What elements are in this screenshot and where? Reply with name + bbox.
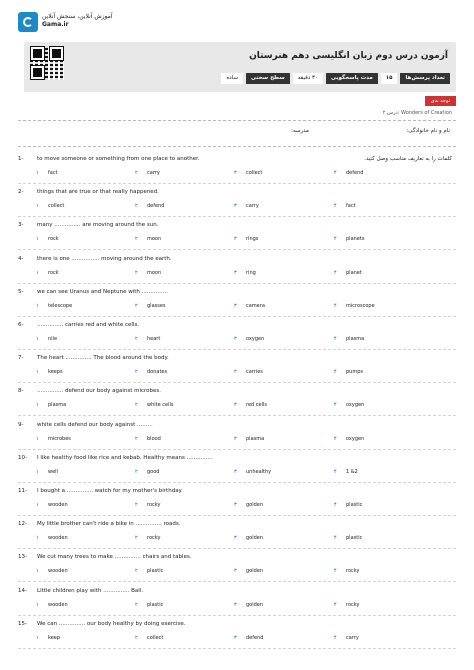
answer-option[interactable]: carries bbox=[246, 369, 263, 376]
section-tag: توجه بدی bbox=[425, 96, 456, 106]
answer-option[interactable]: nile bbox=[48, 336, 58, 342]
option-number: ۲ bbox=[135, 302, 138, 309]
answer-option[interactable]: planet bbox=[346, 269, 362, 276]
option-number: ۴ bbox=[334, 435, 337, 442]
brand-name: آموزش آنلاین، سنجش آنلاین bbox=[42, 13, 113, 20]
answer-option[interactable]: oxygen bbox=[346, 435, 365, 442]
option-number: ۴ bbox=[334, 269, 337, 276]
option-number: ۱ bbox=[36, 369, 39, 376]
instruction-text: کلمات را به تعاریف مناسب وصل کنید. bbox=[364, 156, 452, 162]
answer-option[interactable]: wooden bbox=[48, 601, 68, 608]
option-number: ۴ bbox=[334, 468, 337, 475]
student-name-label: نام و نام خانوادگی: bbox=[406, 128, 450, 134]
option-number: ۳ bbox=[234, 502, 237, 508]
option-number: ۲ bbox=[135, 435, 138, 442]
question-number: 5- bbox=[18, 288, 24, 295]
answer-option[interactable]: 1 &2 bbox=[346, 468, 358, 475]
exam-info-chip: مدت پاسخگویی bbox=[326, 73, 378, 84]
question-number: 7- bbox=[18, 355, 24, 362]
answer-option[interactable]: golden bbox=[246, 568, 264, 575]
answer-option[interactable]: red cells bbox=[246, 402, 267, 409]
exam-info-chips bbox=[221, 73, 450, 84]
question-text: I like healthy food like rice and kebab. Healthy means ............... bbox=[37, 454, 213, 461]
option-number: ۱ bbox=[36, 336, 39, 342]
answer-option[interactable]: plastic bbox=[147, 601, 164, 608]
answer-option[interactable]: plastic bbox=[346, 502, 363, 508]
question-divider bbox=[18, 283, 456, 284]
answer-option[interactable]: fact bbox=[346, 203, 356, 210]
answer-option[interactable]: wooden bbox=[48, 535, 68, 542]
question-divider bbox=[18, 515, 456, 516]
option-number: ۱ bbox=[36, 502, 39, 508]
question-text: The heart ............... The blood around the body. bbox=[37, 355, 169, 362]
question-divider bbox=[18, 349, 456, 350]
answer-option[interactable]: rocky bbox=[147, 535, 161, 542]
answer-option[interactable]: golden bbox=[246, 601, 264, 608]
option-number: ۱ bbox=[36, 435, 39, 442]
option-number: ۴ bbox=[334, 369, 337, 376]
answer-option[interactable]: keep bbox=[48, 634, 61, 641]
option-number: ۲ bbox=[135, 269, 138, 276]
exam-info-chip: ۳۰ دقیقه bbox=[293, 73, 323, 84]
answer-option[interactable]: defend bbox=[246, 634, 264, 641]
answer-option[interactable]: glasses bbox=[147, 302, 166, 309]
question-text: there is one ................ moving around the earth. bbox=[37, 255, 172, 262]
question-number: 4- bbox=[18, 255, 24, 262]
answer-option[interactable]: golden bbox=[246, 502, 264, 508]
option-number: ۳ bbox=[234, 468, 237, 475]
answer-option[interactable]: plasma bbox=[48, 402, 67, 409]
option-number: ۱ bbox=[36, 302, 39, 309]
exam-info-chip: تعداد پرسش‌ها bbox=[400, 73, 450, 84]
gama-logo-icon bbox=[18, 12, 38, 32]
answer-option[interactable]: wooden bbox=[48, 568, 68, 575]
question-text: we can see Uranus and Neptune with ............... bbox=[37, 288, 168, 295]
answer-option[interactable]: rocky bbox=[346, 568, 360, 575]
answer-option[interactable]: oxygen bbox=[346, 402, 365, 409]
answer-option[interactable]: rings bbox=[246, 236, 259, 243]
lesson-label: درس ۲: Wonders of Creation bbox=[382, 110, 452, 116]
exam-info-chip: ساده bbox=[221, 73, 243, 84]
question-text: Little children play with ............... Ball. bbox=[37, 587, 144, 594]
option-number: ۲ bbox=[135, 568, 138, 575]
question-number: 6- bbox=[18, 322, 24, 328]
answer-option[interactable]: plastic bbox=[346, 535, 363, 542]
option-number: ۱ bbox=[36, 236, 39, 243]
question-text: We can ............... our body healthy by doing exercise. bbox=[37, 620, 186, 627]
answer-option[interactable]: heart bbox=[147, 336, 161, 342]
question-text: things that are true or that really happened. bbox=[37, 189, 159, 196]
answer-option[interactable]: unhealthy bbox=[246, 468, 272, 475]
question-number: 9- bbox=[18, 421, 24, 428]
answer-option[interactable]: carry bbox=[346, 634, 359, 641]
option-number: ۲ bbox=[135, 502, 138, 508]
answer-option[interactable]: fact bbox=[48, 170, 58, 176]
question-divider bbox=[18, 482, 456, 483]
question-text: ............... carries red and white cells. bbox=[37, 322, 140, 328]
answer-option[interactable]: good bbox=[147, 468, 160, 475]
answer-option[interactable]: microbes bbox=[48, 435, 71, 442]
option-number: ۳ bbox=[234, 369, 237, 376]
answer-option[interactable]: oxygen bbox=[246, 336, 265, 342]
answer-option[interactable]: moon bbox=[147, 236, 162, 243]
option-number: ۴ bbox=[334, 502, 337, 508]
question-number: 11- bbox=[18, 488, 27, 494]
option-number: ۱ bbox=[36, 634, 39, 641]
option-number: ۱ bbox=[36, 402, 39, 409]
option-number: ۴ bbox=[334, 302, 337, 309]
question-text: to move someone or something from one place to another. bbox=[37, 156, 200, 162]
option-number: ۴ bbox=[334, 535, 337, 542]
question-divider bbox=[18, 382, 456, 383]
question-number: 2- bbox=[18, 189, 24, 196]
question-number: 14- bbox=[18, 587, 27, 594]
option-number: ۱ bbox=[36, 203, 39, 210]
answer-option[interactable]: blood bbox=[147, 435, 161, 442]
answer-option[interactable]: telescope bbox=[48, 302, 73, 309]
option-number: ۳ bbox=[234, 170, 237, 176]
question-number: 10- bbox=[18, 454, 27, 461]
page-header bbox=[18, 8, 456, 90]
option-number: ۳ bbox=[234, 269, 237, 276]
answer-option[interactable]: well bbox=[48, 468, 58, 475]
answer-option[interactable]: camera bbox=[246, 302, 265, 309]
answer-option[interactable]: rock bbox=[48, 269, 59, 276]
option-number: ۲ bbox=[135, 369, 138, 376]
option-number: ۴ bbox=[334, 634, 337, 641]
answer-option[interactable]: defend bbox=[346, 170, 364, 176]
option-number: ۳ bbox=[234, 601, 237, 608]
question-number: 13- bbox=[18, 554, 27, 561]
option-number: ۲ bbox=[135, 170, 138, 176]
option-number: ۳ bbox=[234, 402, 237, 409]
option-number: ۴ bbox=[334, 402, 337, 409]
answer-option[interactable]: golden bbox=[246, 535, 264, 542]
question-number: 3- bbox=[18, 222, 24, 229]
answer-option[interactable]: plastic bbox=[147, 568, 164, 575]
answer-option[interactable]: collect bbox=[147, 634, 164, 641]
question-divider bbox=[18, 183, 456, 184]
question-text: My little brother can't ride a bike in ............... roads. bbox=[37, 521, 181, 528]
option-number: ۱ bbox=[36, 535, 39, 542]
question-text: many ............... are moving around the sun. bbox=[37, 222, 159, 229]
question-number: 8- bbox=[18, 388, 24, 395]
answer-option[interactable]: pumps bbox=[346, 369, 363, 376]
option-number: ۳ bbox=[234, 203, 237, 210]
option-number: ۲ bbox=[135, 634, 138, 641]
question-number: 15- bbox=[18, 620, 27, 627]
option-number: ۳ bbox=[234, 302, 237, 309]
question-divider bbox=[18, 615, 456, 616]
option-number: ۲ bbox=[135, 336, 138, 342]
exam-info-chip: ۱۵ bbox=[381, 73, 398, 84]
option-number: ۲ bbox=[135, 203, 138, 210]
option-number: ۱ bbox=[36, 170, 39, 176]
answer-option[interactable]: white cells bbox=[147, 402, 174, 409]
answer-option[interactable]: rocky bbox=[147, 502, 161, 508]
answer-option[interactable]: plasma bbox=[346, 336, 365, 342]
option-number: ۳ bbox=[234, 336, 237, 342]
option-number: ۱ bbox=[36, 468, 39, 475]
question-number: 1- bbox=[18, 156, 24, 162]
question-divider bbox=[18, 449, 456, 450]
exam-title-bar bbox=[24, 42, 456, 92]
option-number: ۲ bbox=[135, 601, 138, 608]
exam-info-chip: سطح سختی bbox=[246, 73, 290, 84]
option-number: ۳ bbox=[234, 236, 237, 243]
answer-option[interactable]: rocky bbox=[346, 601, 360, 608]
option-number: ۴ bbox=[334, 336, 337, 342]
question-text: ............... defend our body against microbes. bbox=[37, 388, 162, 395]
question-number: 12- bbox=[18, 521, 27, 528]
brand bbox=[42, 13, 113, 29]
option-number: ۲ bbox=[135, 402, 138, 409]
option-number: ۳ bbox=[234, 568, 237, 575]
answer-option[interactable]: donates bbox=[147, 369, 168, 376]
question-divider bbox=[18, 415, 456, 416]
answer-option[interactable]: collect bbox=[48, 203, 65, 210]
question-divider bbox=[18, 648, 456, 649]
option-number: ۲ bbox=[135, 236, 138, 243]
answer-option[interactable]: ring bbox=[246, 269, 256, 276]
question-divider bbox=[18, 581, 456, 582]
option-number: ۴ bbox=[334, 601, 337, 608]
option-number: ۲ bbox=[135, 468, 138, 475]
answer-option[interactable]: wooden bbox=[48, 502, 68, 508]
option-number: ۴ bbox=[334, 203, 337, 210]
question-text: We cut many trees to make ............... chairs and tables. bbox=[37, 554, 192, 561]
answer-option[interactable]: moon bbox=[147, 269, 162, 276]
option-number: ۳ bbox=[234, 435, 237, 442]
option-number: ۴ bbox=[334, 568, 337, 575]
option-number: ۴ bbox=[334, 236, 337, 243]
option-number: ۳ bbox=[234, 634, 237, 641]
answer-option[interactable]: microscope bbox=[346, 302, 375, 309]
answer-option[interactable]: collect bbox=[246, 170, 263, 176]
question-text: I bought a ............... watch for my mother's birthday. bbox=[37, 488, 183, 494]
question-divider bbox=[18, 316, 456, 317]
answer-option[interactable]: plasma bbox=[246, 435, 265, 442]
divider bbox=[18, 146, 456, 147]
option-number: ۱ bbox=[36, 601, 39, 608]
answer-option[interactable]: carry bbox=[147, 170, 160, 176]
option-number: ۱ bbox=[36, 269, 39, 276]
brand-site: Gama.ir bbox=[42, 21, 69, 28]
option-number: ۴ bbox=[334, 170, 337, 176]
question-divider bbox=[18, 216, 456, 217]
answer-option[interactable]: carry bbox=[246, 203, 259, 210]
answer-option[interactable]: rock bbox=[48, 236, 59, 243]
exam-title: آزمون درس دوم زبان انگلیسی دهم هنرستان bbox=[249, 51, 448, 61]
divider bbox=[18, 120, 456, 121]
option-number: ۱ bbox=[36, 568, 39, 575]
option-number: ۲ bbox=[135, 535, 138, 542]
answer-option[interactable]: planets bbox=[346, 236, 365, 243]
question-divider bbox=[18, 548, 456, 549]
qr-code-icon bbox=[30, 46, 64, 80]
question-text: white cells defend our body against ......... bbox=[37, 421, 153, 428]
answer-option[interactable]: defend bbox=[147, 203, 165, 210]
answer-option[interactable]: keeps bbox=[48, 369, 63, 376]
option-number: ۳ bbox=[234, 535, 237, 542]
school-label: مدرسه: bbox=[291, 128, 309, 134]
question-divider bbox=[18, 249, 456, 250]
